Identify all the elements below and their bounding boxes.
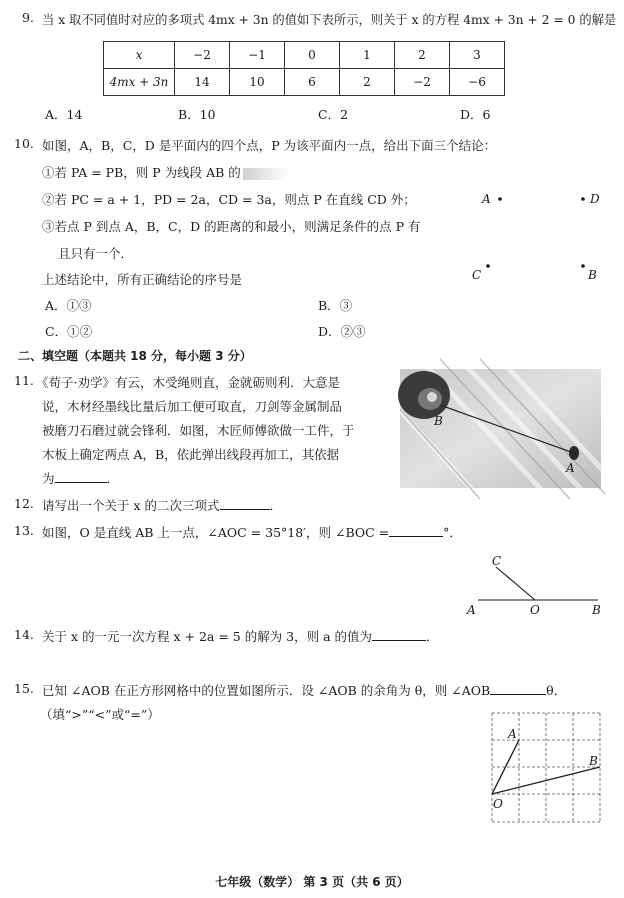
q15-end: θ． — [546, 683, 567, 698]
section-2-title: 二、填空题（本题共 18 分，每小题 3 分） — [18, 349, 252, 363]
label-o: O — [530, 603, 540, 617]
q11-line-1: 《荀子·劝学》有云，木受绳则直，金就砺则利．大意是 — [36, 375, 340, 390]
table-cell: −2 — [175, 42, 230, 69]
q10-statement-2: ②若 PC = a + 1，PD = 2a，CD = 3a，则点 P 在直线 CD 外； — [42, 192, 416, 207]
q15-number: 15. — [14, 681, 34, 696]
point-label-d: D — [590, 192, 600, 206]
q13-end: °． — [443, 525, 462, 540]
table-cell: 0 — [285, 42, 340, 69]
q10-option-a[interactable]: A．①③ — [45, 298, 92, 313]
table-cell: 2 — [395, 42, 450, 69]
q14-number: 14. — [14, 627, 34, 642]
point-label-b: B — [588, 268, 597, 282]
q15-text: 已知 ∠AOB 在正方形网格中的位置如图所示．设 ∠AOB 的余角为 θ，则 ∠AOB — [42, 683, 491, 698]
q11-line-2: 说，木材经墨线比量后加工便可取直，刀剑等金属制品 — [42, 399, 343, 414]
q10-statement-1-text: ①若 PA = PB，则 P 为线段 AB 的 — [42, 165, 241, 180]
page-footer: 七年级（数学） 第 3 页（共 6 页） — [215, 875, 409, 889]
table-cell: −1 — [230, 42, 285, 69]
table-cell: x — [104, 42, 175, 69]
q11-number: 11. — [14, 373, 34, 388]
q13-number: 13. — [14, 523, 34, 538]
q11-line-3: 被磨刀石磨过就会锋利．如图，木匠师傅欲做一工件，于 — [42, 423, 355, 438]
q10-stem: 如图，A，B，C，D 是平面内的四个点，P 为该平面内一点，给出下面三个结论： — [42, 138, 497, 153]
table-cell: −6 — [450, 69, 505, 96]
photo-label-b: B — [434, 414, 443, 428]
q9-number: 9. — [22, 10, 34, 25]
table-cell: 14 — [175, 69, 230, 96]
q10-question: 上述结论中，所有正确结论的序号是 — [42, 272, 243, 287]
q9-stem: 当 x 取不同值时对应的多项式 4mx + 3n 的值如下表所示，则关于 x 的方程 4mx + 3n + 2 = 0 的解是 — [42, 13, 617, 27]
q10-statement-3: ③若点 P 到点 A，B，C，D 的距离的和最小，则满足条件的点 P 有 — [42, 219, 421, 234]
table-cell: 3 — [450, 42, 505, 69]
table-cell: −2 — [395, 69, 450, 96]
grid-label-a: A — [508, 727, 517, 741]
table-cell: 2 — [340, 69, 395, 96]
label-b: B — [592, 603, 601, 617]
label-c: C — [492, 554, 502, 568]
q15-hint: （填“>”“<”或“=”） — [40, 707, 160, 722]
table-cell: 6 — [285, 69, 340, 96]
table-cell: 1 — [340, 42, 395, 69]
q11-tail: 为 — [42, 471, 55, 486]
q10-statement-3-cont: 且只有一个． — [58, 246, 134, 261]
q9-option-d[interactable]: D．6 — [460, 107, 491, 122]
q12-text: 请写出一个关于 x 的二次三项式 — [42, 498, 220, 513]
table-cell: 4mx + 3n — [104, 69, 175, 96]
point-label-a: A — [482, 192, 491, 206]
q14-text: 关于 x 的一元一次方程 x + 2a = 5 的解为 3，则 a 的值为 — [42, 629, 373, 644]
q10-number: 10. — [14, 136, 34, 151]
grid-label-b: B — [589, 754, 598, 768]
q10-option-c[interactable]: C．①② — [45, 324, 93, 339]
q12-end: ． — [269, 498, 283, 513]
table-cell: 10 — [230, 69, 285, 96]
q11-line-4: 木板上确定两点 A，B，依此弹出线段再加工，其依据 — [42, 447, 340, 462]
q14-end: ． — [426, 629, 439, 644]
q13-text: 如图，O 是直线 AB 上一点，∠AOC = 35°18′，则 ∠BOC = — [42, 525, 390, 540]
q12-number: 12. — [14, 496, 34, 511]
label-a: A — [467, 603, 476, 617]
grid-label-o: O — [493, 797, 503, 811]
q11-tail-end: ． — [106, 471, 120, 486]
photo-label-a: A — [566, 461, 575, 475]
q9-option-a[interactable]: A．14 — [45, 107, 83, 122]
q9-option-b[interactable]: B．10 — [178, 107, 216, 122]
q10-option-b[interactable]: B．③ — [318, 298, 353, 313]
q10-option-d[interactable]: D．②③ — [318, 324, 366, 339]
q9-option-c[interactable]: C．2 — [318, 107, 349, 122]
point-label-c: C — [472, 268, 482, 282]
